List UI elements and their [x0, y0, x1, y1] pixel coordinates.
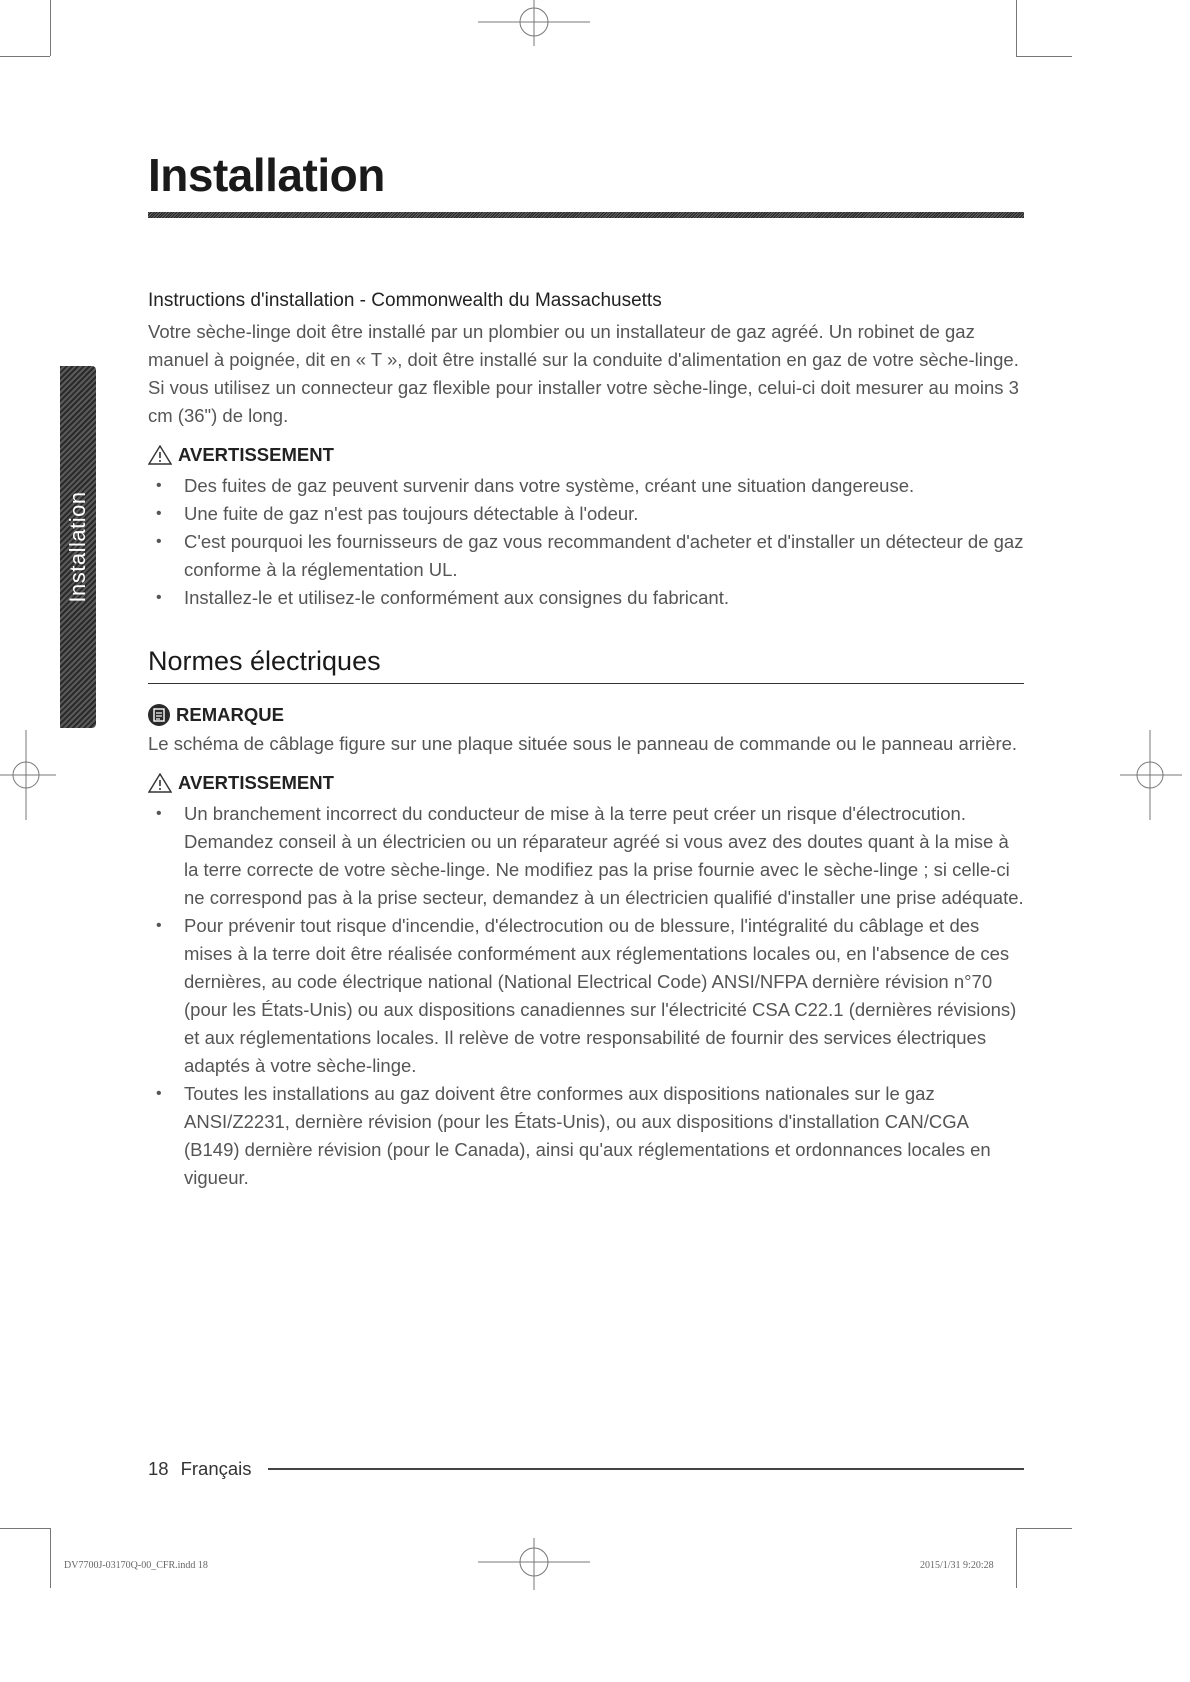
- list-item: • Pour prévenir tout risque d'incendie, d'électrocution ou de blessure, l'intégralité du câblage et des mises à la terre doit être réalisée conformément aux réglementations locales ou, en l'absence de ces dernières, au code électrique national (National Electrical Code) ANSI/NFPA dernière révision n°70 (pour les États-Unis) ou aux dispositions canadiennes sur l'électricité CSA C22.1 (dernières révisions) et aux réglementations locales. Il relève de votre responsabilité de fournir des services électriques adaptés à votre sèche-linge.: [156, 915, 1017, 1076]
- list-item: • Toutes les installations au gaz doivent être conformes aux dispositions nationales sur le gaz ANSI/Z2231, dernière révision (pour les États-Unis), ou aux dispositions d'installation CAN/CGA (B149) dernière révision (pour le Canada), ainsi qu'aux réglementations et ordonnances locales en vigueur.: [156, 1083, 991, 1188]
- main-content: [148, 290, 1024, 1192]
- list-item: • Installez-le et utilisez-le conformément aux consignes du fabricant.: [156, 587, 729, 608]
- footer-language: Français: [180, 1458, 252, 1479]
- crop-mark: [50, 0, 51, 56]
- list-item: • C'est pourquoi les fournisseurs de gaz vous recommandent d'acheter et d'installer un détecteur de gaz conforme à la réglementation UL.: [156, 531, 1024, 580]
- note-text: Le schéma de câblage figure sur une plaque située sous le panneau de commande ou le panneau arrière.: [148, 733, 1018, 754]
- registration-mark-bottom: [478, 1538, 590, 1590]
- list-item-continuation: Demandez conseil à un électricien ou un réparateur agréé si vous avez des doutes quant à la mise à la terre correcte de votre sèche-linge. Ne modifiez pas la prise fournie avec le sèche-linge ; si celle-ci ne correspond pas à la prise secteur, demandez à un électricien qualifié d'installer une prise adéquate.: [184, 831, 1024, 908]
- page-title: Installation: [148, 149, 385, 201]
- page-footer: [148, 1458, 1024, 1480]
- side-tab-label: Installation: [65, 491, 90, 603]
- note-icon: [148, 704, 170, 726]
- note-title: [148, 704, 1024, 726]
- print-timestamp: 2015/1/31 9:20:28: [920, 1560, 994, 1571]
- crop-mark: [1016, 1528, 1017, 1588]
- electrical-heading: Normes électriques: [148, 646, 1024, 684]
- warning-label: AVERTISSEMENT: [178, 772, 334, 793]
- warning-triangle-icon: [148, 445, 172, 465]
- title-rule: [148, 212, 1024, 218]
- warning-title: [148, 444, 1024, 466]
- massachusetts-heading: Instructions d'installation - Commonwealth du Massachusetts: [148, 290, 662, 311]
- warning-title: [148, 772, 1024, 794]
- registration-mark-left: [0, 730, 56, 820]
- list-item: • Un branchement incorrect du conducteur de mise à la terre peut créer un risque d'électrocution. Demandez conseil à un électricien ou un réparateur agréé si vous avez des doutes quant à la mise à la terre correcte de votre sèche-linge. Ne modifiez pas la prise fournie avec le sèche-linge ; si celle-ci ne correspond pas à la prise secteur, demandez à un électricien qualifié d'installer une prise adéquate.: [148, 800, 1024, 912]
- crop-mark: [50, 1528, 51, 1588]
- warning-list: [148, 800, 1024, 1192]
- warning-label: AVERTISSEMENT: [178, 444, 334, 465]
- crop-mark: [0, 56, 50, 57]
- list-item: • Des fuites de gaz peuvent survenir dans votre système, créant une situation dangereuse.: [156, 475, 915, 496]
- crop-mark: [1016, 56, 1072, 57]
- warning-list: [148, 472, 1024, 612]
- file-slug: DV7700J-03170Q-00_CFR.indd 18: [64, 1560, 208, 1571]
- list-item: • Une fuite de gaz n'est pas toujours détectable à l'odeur.: [156, 503, 639, 524]
- crop-mark: [1016, 1528, 1072, 1529]
- crop-mark: [1016, 0, 1017, 56]
- crop-mark: [0, 1528, 50, 1529]
- note-label: REMARQUE: [176, 704, 284, 725]
- page-number: 18: [148, 1458, 169, 1479]
- massachusetts-paragraph: Votre sèche-linge doit être installé par un plombier ou un installateur de gaz agréé. Un robinet de gaz manuel à poignée, dit en « T », doit être installé sur la conduite d'alimentation en gaz de votre sèche-linge. Si vous utilisez un connecteur gaz flexible pour installer votre sèche-linge, celui-ci doit mesurer au moins 3 cm (36") de long.: [148, 321, 1019, 426]
- footer-rule: [268, 1468, 1024, 1470]
- registration-mark-right: [1120, 730, 1182, 820]
- warning-triangle-icon: [148, 773, 172, 793]
- registration-mark-top: [478, 0, 590, 46]
- side-tab: [60, 366, 96, 728]
